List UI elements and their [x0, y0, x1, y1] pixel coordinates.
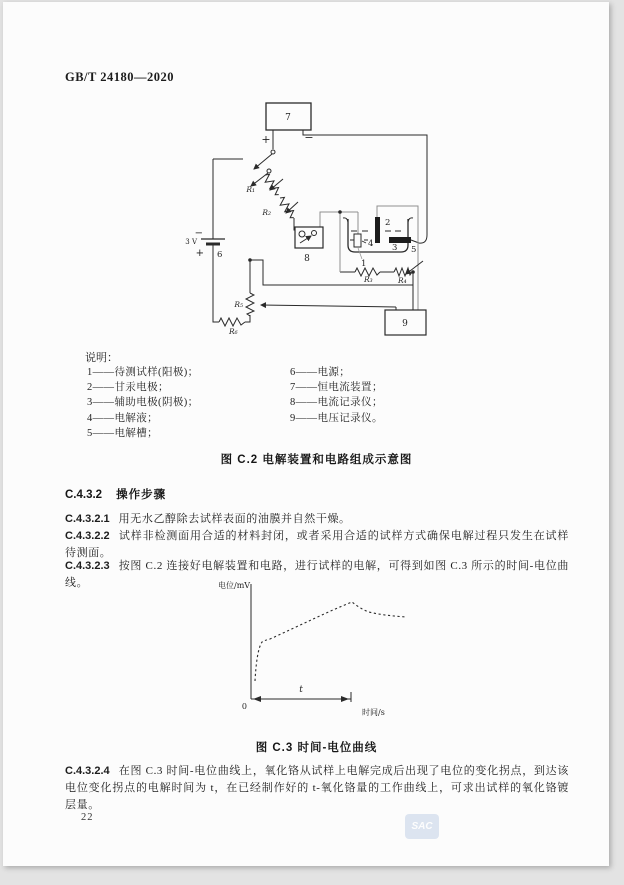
switch-icon	[251, 150, 275, 186]
legend-item: 7——恒电流装置；	[290, 382, 383, 394]
svg-text:R₄: R₄	[398, 276, 407, 285]
voltage-recorder-box	[385, 310, 426, 335]
svg-text:R₃: R₃	[364, 275, 373, 284]
resistor-r6	[219, 318, 245, 326]
svg-text:电位/mV: 电位/mV	[218, 581, 251, 590]
clause-number: C.4.3.2.1	[65, 513, 110, 525]
svg-text:0: 0	[241, 702, 247, 711]
svg-text:R₅: R₅	[234, 300, 243, 309]
battery-icon	[185, 228, 225, 260]
section-title: 操作步骤	[116, 489, 167, 501]
legend-item: 4——电解液；	[87, 412, 159, 424]
legend-title: 说明：	[85, 352, 118, 364]
curve-svg	[216, 578, 416, 726]
svg-text:1: 1	[361, 259, 367, 269]
svg-text:R₂: R₂	[262, 208, 271, 217]
figure-c3-caption: 图 C.3 时间-电位曲线	[255, 742, 378, 754]
potential-curve	[255, 602, 406, 681]
svg-text:+: +	[261, 133, 271, 146]
legend-item: 3——辅助电极(阴极)；	[87, 397, 199, 409]
clause-number: C.4.3.2.2	[65, 530, 110, 542]
legend-item: 9——电压记录仪。	[290, 412, 383, 424]
svg-text:3: 3	[392, 243, 398, 253]
legend-item: 8——电流记录仪；	[290, 397, 383, 409]
clause-paragraph	[65, 528, 569, 562]
resistor-r4	[394, 261, 423, 276]
svg-text:−: −	[194, 228, 203, 239]
svg-text:−: −	[304, 131, 314, 144]
svg-text:4: 4	[368, 239, 374, 249]
clause-text: 用无水乙醇除去试样表面的油膜并自然干燥。	[118, 513, 351, 525]
legend-item: 2——甘汞电极；	[87, 382, 169, 394]
svg-text:+: +	[195, 248, 204, 259]
figure-c2-caption: 图 C.2 电解装置和电路组成示意图	[220, 454, 413, 466]
page-number: 22	[81, 812, 94, 823]
clause-number: C.4.3.2.3	[65, 560, 110, 572]
svg-text:2: 2	[385, 218, 391, 228]
figure-c3-time-potential-curve	[216, 578, 416, 731]
clause-text: 在图 C.3 时间-电位曲线上，氧化铬从试样上电解完成后出现了电位的变化拐点，到达该电位变化拐点的电解时间为 t，在已经制作好的 t-氧化铬量的工作曲线上，可求出试样的氧化铬镀层量。	[65, 765, 569, 811]
svg-text:5: 5	[411, 245, 417, 255]
clause-number: C.4.3.2	[65, 489, 103, 501]
constant-current-device-box	[261, 103, 313, 146]
clause-text: 试样非检测面用合适的材料封闭，或者采用合适的试样方式确保电解过程只发生在试样待测面。	[65, 530, 569, 559]
svg-text:8: 8	[304, 254, 310, 264]
resistor-r2	[277, 196, 298, 220]
section-heading	[65, 486, 166, 502]
legend-right-column	[290, 365, 383, 426]
test-sample-anode	[354, 234, 361, 247]
svg-text:R₆: R₆	[229, 327, 238, 336]
sac-watermark-logo: SAC	[405, 814, 439, 839]
svg-text:t: t	[299, 685, 303, 695]
svg-text:R₁: R₁	[246, 185, 255, 194]
clause-text: 按图 C.2 连接好电解装置和电路，进行试样的电解，可得到如图 C.3 所示的时间-电位曲线。	[65, 560, 569, 589]
legend-item: 1——待测试样(阳极)；	[87, 367, 199, 378]
document-sheet	[3, 2, 609, 866]
electrolysis-cell	[343, 217, 416, 269]
doc-number-header: GB/T 24180—2020	[65, 70, 175, 84]
clause-paragraph	[65, 511, 569, 528]
svg-text:7: 7	[285, 113, 291, 123]
legend-item: 6——电源；	[290, 367, 351, 378]
legend-item: 5——电解槽；	[87, 427, 159, 439]
current-recorder-box	[295, 227, 323, 264]
circuit-wires-gray	[320, 206, 418, 310]
resistor-r5	[246, 293, 396, 316]
resistor-r1	[262, 173, 283, 197]
svg-text:9: 9	[402, 319, 408, 329]
svg-text:时间/s: 时间/s	[362, 708, 385, 717]
clause-number: C.4.3.2.4	[65, 765, 110, 777]
legend-left-column	[87, 365, 199, 441]
svg-text:3 V: 3 V	[185, 238, 197, 246]
circuit-svg	[93, 95, 473, 347]
clause-paragraph	[65, 763, 569, 814]
calomel-electrode	[375, 217, 380, 243]
svg-text:6: 6	[217, 250, 223, 260]
figure-c2-circuit-diagram	[93, 95, 473, 352]
